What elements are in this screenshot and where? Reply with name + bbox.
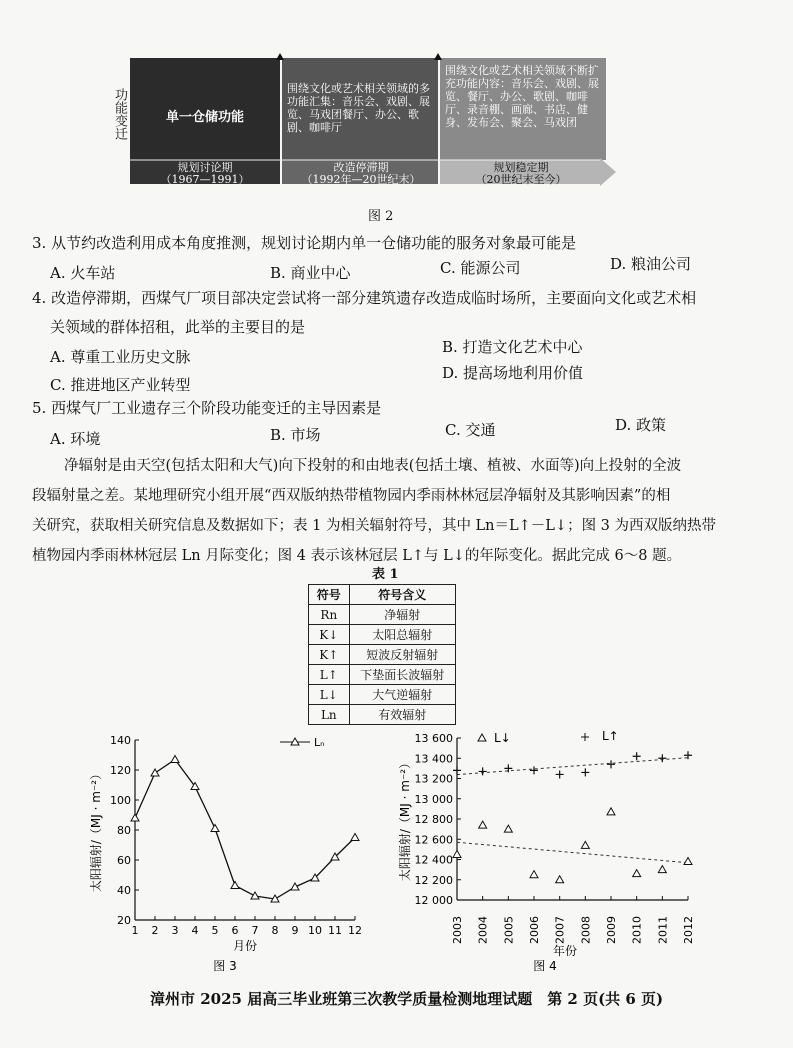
lup-data-point <box>607 760 615 768</box>
table-row <box>309 645 456 665</box>
period1-name: 规划讨论期 <box>177 161 233 174</box>
x-tick-label: 4 <box>191 924 199 937</box>
ln-data-point <box>171 756 179 763</box>
table-cell: Rn <box>309 605 350 625</box>
y-tick-label: 13 600 <box>414 732 453 745</box>
lup-data-point <box>530 766 538 774</box>
ldown-data-point <box>581 841 589 848</box>
x-tick-label: 2004 <box>476 916 490 944</box>
x-tick-label: 8 <box>271 924 279 937</box>
y-tick-label: 13 000 <box>414 792 453 806</box>
ldown-data-point <box>479 821 487 828</box>
y-tick-label: 100 <box>110 794 131 807</box>
ldown-data-point <box>658 866 666 873</box>
figure-4-chart <box>395 722 715 977</box>
table-cell: Ln <box>309 705 350 725</box>
figure-3-caption: 图 3 <box>213 959 237 973</box>
y-axis-label: 太阳辐射/（MJ · m⁻²） <box>89 767 103 893</box>
table-cell: L↓ <box>309 685 350 705</box>
ln-data-point <box>211 825 219 832</box>
period3-name: 规划稳定期 <box>493 161 549 174</box>
table-row <box>309 685 456 705</box>
x-tick-label: 7 <box>251 924 259 937</box>
question-3-option-a: A. 火车站 <box>50 264 116 282</box>
figure-3-chart <box>80 725 380 975</box>
y-tick-label: 40 <box>117 884 131 897</box>
x-tick-label: 10 <box>308 924 322 937</box>
table-row <box>309 605 456 625</box>
legend-ldown-marker <box>478 734 486 741</box>
table-cell: K↑ <box>309 645 350 665</box>
table-row <box>309 625 456 645</box>
y-tick-label: 13 400 <box>414 752 453 766</box>
table-cell: K↓ <box>309 625 350 645</box>
y-axis-label: 太阳辐射/（MJ · m⁻²） <box>398 756 412 882</box>
ldown-data-point <box>684 858 692 865</box>
x-axis-label: 月份 <box>232 939 258 953</box>
x-tick-label: 2005 <box>502 916 516 944</box>
ln-series-line <box>135 760 355 900</box>
figure-4-caption: 图 4 <box>533 959 557 973</box>
table-1-title: 表 1 <box>372 567 399 582</box>
y-tick-label: 12 600 <box>414 833 453 847</box>
passage-line-1: 净辐射是由天空(包括太阳和大气)向下投射的和由地表(包括土壤、植被、水面等)向上投射的全波 <box>64 458 682 474</box>
period2-years: （1992年—20世纪末） <box>301 173 421 186</box>
question-4-option-c: C. 推进地区产业转型 <box>50 376 191 394</box>
lup-trend-line <box>457 758 688 775</box>
legend-label: Lₙ <box>314 736 325 749</box>
table-cell: 大气逆辐射 <box>349 685 455 705</box>
ldown-data-point <box>504 825 512 832</box>
x-tick-label: 12 <box>348 924 362 937</box>
passage-line-3: 关研究，获取相关研究信息及数据如下；表 1 为相关辐射符号，其中 Ln＝L↑－L↓；图 3 为西双版纳热带 <box>32 518 717 534</box>
question-5-option-a: A. 环境 <box>50 430 101 448</box>
x-tick-label: 2010 <box>630 916 644 944</box>
table-header-meaning: 符号含义 <box>349 585 455 605</box>
question-5-stem: 5. 西煤气厂工业遗存三个阶段功能变迁的主导因素是 <box>32 399 382 417</box>
period1-label <box>132 162 278 186</box>
period3-years: （20世纪末至今） <box>475 173 567 186</box>
period1-years: （1967—1991） <box>160 173 250 186</box>
y-tick-label: 12 400 <box>414 853 453 867</box>
lup-data-point <box>581 768 589 776</box>
x-tick-label: 6 <box>231 924 239 937</box>
x-tick-label: 2 <box>151 924 159 937</box>
y-tick-label: 12 800 <box>414 813 453 826</box>
ln-data-point <box>151 769 159 776</box>
x-tick-label: 9 <box>291 924 299 937</box>
timeline-arrow-icon <box>600 158 616 186</box>
stage3-text: 围绕文化或艺术相关领域不断扩充功能内容：音乐会、戏剧、展览、餐厅、办公、歌剧、咖啡厅、录音棚、画廊、书店、健身、发布会、聚会、马戏团 <box>445 64 599 129</box>
ldown-data-point <box>556 876 564 883</box>
period2-label <box>284 162 438 186</box>
question-4-stem-line2: 关领域的群体招租，此举的主要目的是 <box>50 318 306 336</box>
lup-data-point <box>479 767 487 775</box>
ln-data-point <box>131 814 139 821</box>
y-tick-label: 120 <box>110 764 131 777</box>
question-5-option-d: D. 政策 <box>615 416 667 434</box>
table-cell: 短波反射辐射 <box>349 645 455 665</box>
lup-data-point <box>556 770 564 778</box>
legend-ldown-label: L↓ <box>494 731 511 745</box>
stage1-text: 单一仓储功能 <box>165 110 244 125</box>
question-4-option-b: B. 打造文化艺术中心 <box>442 338 583 356</box>
ldown-data-point <box>607 808 615 815</box>
ln-data-point <box>231 882 239 889</box>
ldown-data-point <box>633 870 641 877</box>
passage <box>32 451 762 571</box>
table-header-row <box>309 585 456 605</box>
table-row <box>309 665 456 685</box>
period3-label <box>442 162 600 186</box>
x-tick-label: 2012 <box>682 916 695 944</box>
lup-data-point <box>453 766 461 774</box>
legend-lup-marker <box>581 733 589 741</box>
question-4-stem: 4. 改造停滞期，西煤气厂项目部决定尝试将一部分建筑遗存改造成临时场所，主要面向文化或艺术相 <box>32 289 697 307</box>
page-footer: 漳州市 2025 届高三毕业班第三次教学质量检测地理试题 第 2 页(共 6 页) <box>150 990 664 1008</box>
x-tick-label: 11 <box>328 924 342 937</box>
question-4-option-a: A. 尊重工业历史文脉 <box>50 348 191 366</box>
x-tick-label: 2007 <box>553 916 567 944</box>
function-change-label: 功能变迁 <box>112 88 127 140</box>
y-tick-label: 13 200 <box>414 772 453 786</box>
lup-data-point <box>633 752 641 760</box>
x-tick-label: 5 <box>211 924 219 937</box>
table-1 <box>308 584 456 725</box>
y-tick-label: 12 000 <box>414 894 453 907</box>
x-tick-label: 2003 <box>451 916 464 944</box>
table-cell: L↑ <box>309 665 350 685</box>
table-header-symbol: 符号 <box>309 585 350 605</box>
ldown-data-point <box>530 871 538 878</box>
x-tick-label: 3 <box>171 924 179 937</box>
table-cell: 太阳总辐射 <box>349 625 455 645</box>
ln-data-point <box>251 892 259 899</box>
question-3-option-c: C. 能源公司 <box>440 259 521 277</box>
y-tick-label: 140 <box>110 734 131 747</box>
lup-data-point <box>658 754 666 762</box>
question-4-option-d: D. 提高场地利用价值 <box>442 364 584 382</box>
question-3-stem: 3. 从节约改造利用成本角度推测，规划讨论期内单一仓储功能的服务对象最可能是 <box>32 234 577 252</box>
x-tick-label: 1 <box>131 924 139 937</box>
y-tick-label: 20 <box>117 914 131 927</box>
x-tick-label: 2009 <box>605 916 618 944</box>
ldown-trend-line <box>457 842 688 862</box>
passage-line-4: 植物园内季雨林林冠层 Ln 月际变化；图 4 表示该林冠层 L↑与 L↓的年际变化。据此完成 6～8 题。 <box>32 548 682 564</box>
x-axis-label: 年份 <box>552 944 578 958</box>
y-tick-label: 60 <box>117 854 131 867</box>
passage-line-2: 段辐射量之差。某地理研究小组开展“西双版纳热带植物园内季雨林林冠层净辐射及其影响因素”的相 <box>32 488 671 504</box>
y-tick-label: 12 200 <box>414 873 453 887</box>
x-tick-label: 2008 <box>579 916 593 944</box>
x-tick-label: 2011 <box>656 916 670 944</box>
table-cell: 净辐射 <box>349 605 455 625</box>
x-tick-label: 2006 <box>528 916 541 944</box>
question-5-option-c: C. 交通 <box>445 421 496 439</box>
question-3-option-b: B. 商业中心 <box>270 264 351 282</box>
question-5-option-b: B. 市场 <box>270 426 321 444</box>
figure-2-caption: 图 2 <box>368 209 394 224</box>
period2-name: 改造停滞期 <box>333 161 389 174</box>
ln-data-point <box>291 883 299 890</box>
table-cell: 下垫面长波辐射 <box>349 665 455 685</box>
table-cell: 有效辐射 <box>349 705 455 725</box>
ldown-data-point <box>453 850 461 857</box>
question-3-option-d: D. 粮油公司 <box>610 255 692 273</box>
ln-data-point <box>351 834 359 841</box>
stage2-text: 围绕文化或艺术相关领域的多功能汇集：音乐会、戏剧、展览、马戏团餐厅、办公、歌剧、咖啡厅 <box>287 82 430 134</box>
legend-lup-label: L↑ <box>602 729 619 743</box>
y-tick-label: 80 <box>117 824 131 837</box>
